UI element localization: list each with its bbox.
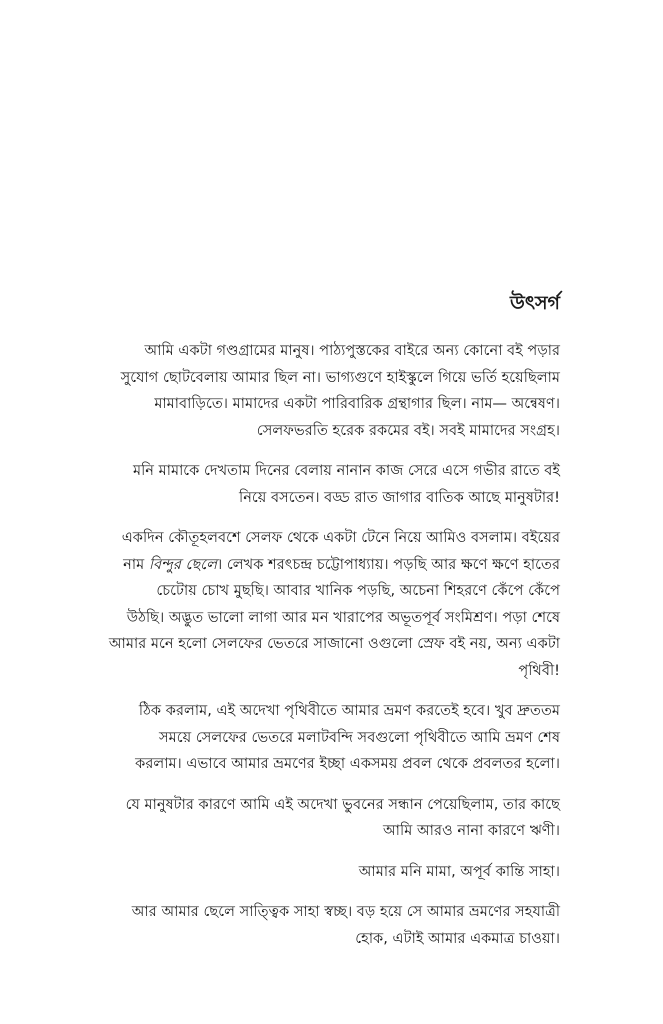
text-line: মনি মামাকে দেখতাম দিনের বেলায় নানান কাজ সেরে এসে গভীর রাতে বই xyxy=(133,462,560,479)
text-line: হোক, এটাই আমার একমাত্র চাওয়া। xyxy=(355,929,560,947)
book-title: বিন্দুর ছেলে xyxy=(148,555,217,573)
paragraph-4 xyxy=(100,698,560,778)
text-line: ঠিক করলাম, এই অদেখা পৃথিবীতে আমার ভ্রমণ করতেই হবে। খুব দ্রুততম xyxy=(138,702,560,719)
text-line: যে মানুষটার কারণে আমি এই অদেখা ভুবনের সন্ধান পেয়েছিলাম, তার কাছে xyxy=(125,795,560,813)
text-line: করলাম। এভাবে আমার ভ্রমণের ইচ্ছা একসময় প্রবল থেকে প্রবলতর হলো। xyxy=(135,755,560,772)
text-line: আমার মনে হলো সেলফের ভেতরে সাজানো ওগুলো স্রেফ বই নয়, অন্য একটা xyxy=(108,635,560,652)
dedication-heading: উৎসর্গ xyxy=(510,292,560,314)
dedication-body xyxy=(100,338,560,966)
text-line: সেলফভরতি হরেক রকমের বই। সবই মামাদের সংগ্রহ। xyxy=(256,421,560,439)
paragraph-6 xyxy=(100,859,560,886)
text-line: আমি একটা গণ্ডগ্রামের মানুষ। পাঠ্যপুস্তকের বাইরে অন্য কোনো বই পড়ার xyxy=(144,342,560,359)
text-line: সুযোগ ছোটবেলায় আমার ছিল না। ভাগ্যগুণে হাইস্কুলে গিয়ে ভর্তি হয়েছিলাম xyxy=(120,368,560,386)
text-line: আর আমার ছেলে সাত্ত্বিক সাহা স্বচ্ছ। বড় হয়ে সে আমার ভ্রমণের সহযাত্রী xyxy=(131,903,560,920)
text-line: উঠছি। অদ্ভুত ভালো লাগা আর মন খারাপের অভূতপূর্ব সংমিশ্রণ। পড়া শেষে xyxy=(126,608,560,626)
text-line: পৃথিবী! xyxy=(518,661,560,679)
text-line: নিয়ে বসতেন। বড্ড রাত জাগার বাতিক আছে মানুষটার! xyxy=(239,488,560,506)
paragraph-1 xyxy=(100,338,560,444)
paragraph-5 xyxy=(100,792,560,845)
text-line: আমি আরও নানা কারণে ঋণী। xyxy=(383,822,560,839)
text-segment: নাম xyxy=(123,555,149,573)
text-line: সময়ে সেলফের ভেতরে মলাটবন্দি সবগুলো পৃথিবীতে আমি ভ্রমণ শেষ xyxy=(159,728,560,746)
text-segment: । লেখক শরৎচন্দ্র চট্টোপাধ্যায়। পড়ছি আর ক্ষণে ক্ষণে হাতের xyxy=(217,555,560,573)
text-line: চেটোয় চোখ মুছছি। আবার খানিক পড়ছি, অচেনা শিহরণে কেঁপে কেঁপে xyxy=(156,582,560,599)
text-line xyxy=(100,552,560,579)
paragraph-3 xyxy=(100,525,560,684)
text-line: আমার মনি মামা, অপূর্ব কান্তি সাহা। xyxy=(358,862,560,880)
text-line: একদিন কৌতূহলবশে সেলফ থেকে একটা টেনে নিয়ে আমিও বসলাম। বইয়ের xyxy=(121,529,560,546)
paragraph-2 xyxy=(100,458,560,511)
paragraph-7 xyxy=(100,899,560,952)
text-line: মামাবাড়িতে। মামাদের একটা পারিবারিক গ্রন্থাগার ছিল। নাম— অন্বেষণ। xyxy=(154,395,560,412)
